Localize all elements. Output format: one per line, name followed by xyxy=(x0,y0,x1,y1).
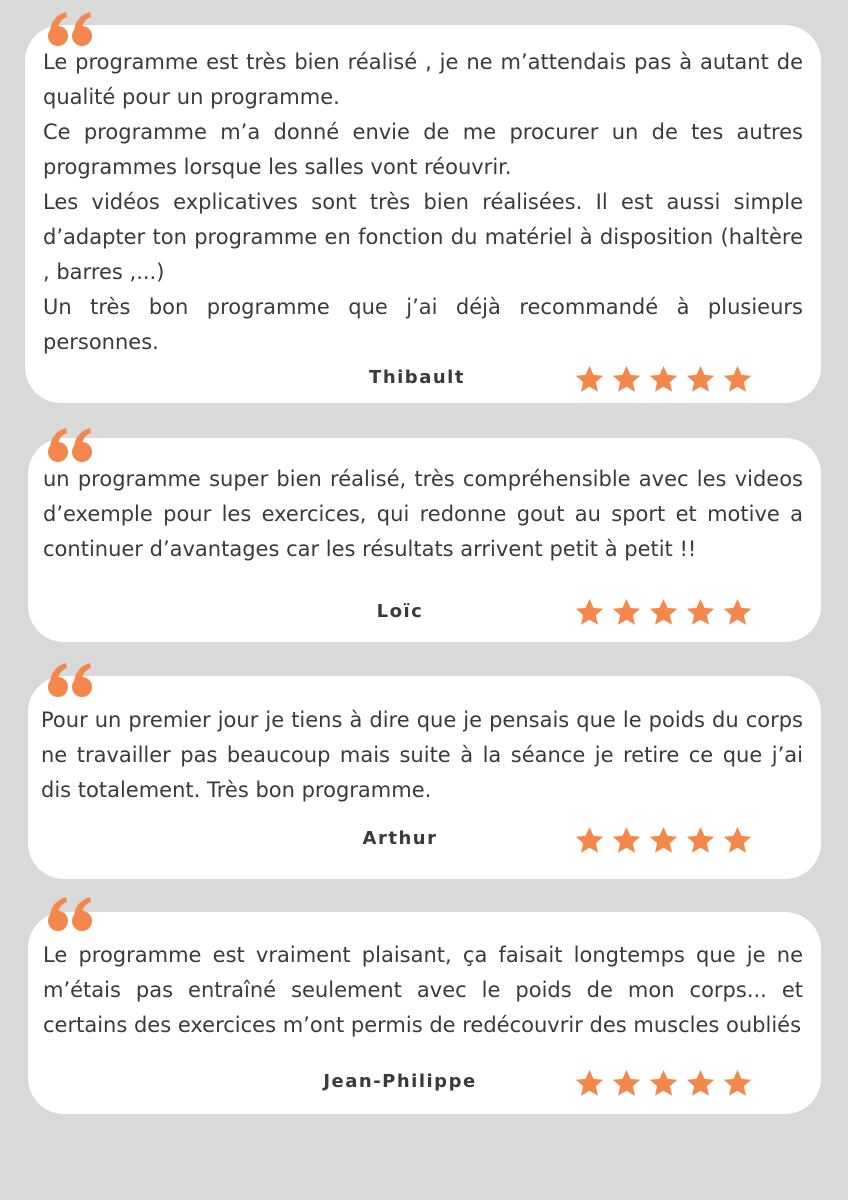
star-icon xyxy=(684,1068,717,1099)
review-text-line: un programme super bien réalisé, très compréhensible avec les videos d’exemple pour les exercices, qui redonne gout au sport et motive a continuer d’avantages car les résultats arrivent petit à petit !! xyxy=(43,467,803,561)
star-icon xyxy=(647,364,680,395)
review-author: Thibault xyxy=(369,367,465,388)
star-rating xyxy=(573,1068,754,1099)
review-text xyxy=(43,45,803,360)
star-rating xyxy=(573,364,754,395)
star-icon xyxy=(610,1068,643,1099)
star-icon xyxy=(684,825,717,856)
star-icon xyxy=(573,364,606,395)
star-icon xyxy=(721,825,754,856)
review-text-line: Ce programme m’a donné envie de me procurer un de tes autres programmes lorsque les salles vont réouvrir. xyxy=(43,120,803,179)
star-icon xyxy=(610,597,643,628)
review-text-line: Pour un premier jour je tiens à dire que je pensais que le poids du corps ne travailler pas beaucoup mais suite à la séance je retire ce que j’ai dis totalement. Très bon programme. xyxy=(41,708,803,802)
quote-icon xyxy=(47,895,95,935)
star-icon xyxy=(610,364,643,395)
review-text xyxy=(41,703,803,808)
review-author: Loïc xyxy=(376,601,424,622)
review-text-line: Le programme est vraiment plaisant, ça faisait longtemps que je ne m’étais pas entraîné seulement avec le poids de mon corps... et certains des exercices m’ont permis de redécouvrir des muscles oubliés xyxy=(43,943,803,1037)
review-text xyxy=(43,462,803,567)
review-author: Arthur xyxy=(362,828,438,849)
star-icon xyxy=(610,825,643,856)
star-icon xyxy=(573,1068,606,1099)
review-text-line: Les vidéos explicatives sont très bien réalisées. Il est aussi simple d’adapter ton programme en fonction du matériel à disposition (haltère , barres ,...) xyxy=(43,190,803,284)
star-icon xyxy=(721,1068,754,1099)
star-icon xyxy=(647,597,680,628)
review-text xyxy=(43,938,803,1043)
review-author: Jean-Philippe xyxy=(323,1071,477,1092)
quote-icon xyxy=(47,10,95,50)
star-icon xyxy=(721,597,754,628)
star-icon xyxy=(573,825,606,856)
review-text-line: Un très bon programme que j’ai déjà recommandé à plusieurs personnes. xyxy=(43,295,803,354)
star-icon xyxy=(721,364,754,395)
star-icon xyxy=(573,597,606,628)
quote-icon xyxy=(47,661,95,701)
star-icon xyxy=(684,364,717,395)
star-rating xyxy=(573,825,754,856)
review-text-line: Le programme est très bien réalisé , je ne m’attendais pas à autant de qualité pour un programme. xyxy=(43,50,803,109)
star-icon xyxy=(647,825,680,856)
star-icon xyxy=(684,597,717,628)
star-icon xyxy=(647,1068,680,1099)
star-rating xyxy=(573,597,754,628)
quote-icon xyxy=(47,426,95,466)
